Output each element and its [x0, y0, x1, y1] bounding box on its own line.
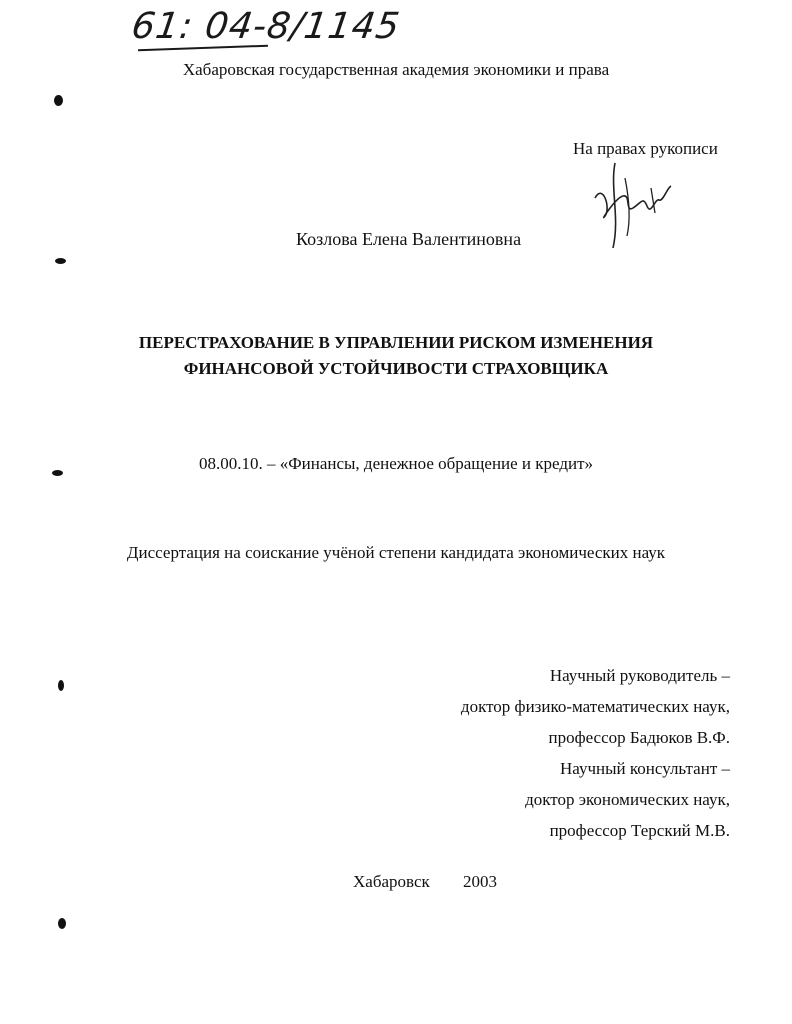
scan-mark: [52, 470, 63, 476]
degree-statement: Диссертация на соискание учёной степени кандидата экономических наук: [126, 543, 666, 562]
specialty-code: 08.00.10. – «Финансы, денежное обращение и кредит»: [198, 454, 594, 473]
scan-mark: [55, 258, 66, 264]
scan-mark: [58, 680, 64, 691]
consultant-degree: доктор экономических наук,: [525, 790, 730, 809]
manuscript-rights-note: На правах рукописи: [573, 139, 718, 158]
catalog-number-handwritten: 61: 04-8/1145: [129, 6, 403, 47]
author-name: Козлова Елена Валентиновна: [296, 229, 522, 249]
advisors-block: [461, 660, 730, 846]
scan-mark: [58, 918, 66, 929]
supervisor-degree: доктор физико-математических наук,: [460, 697, 730, 716]
dissertation-title-line-2: ФИНАНСОВОЙ УСТОЙЧИВОСТИ СТРАХОВЩИКА: [183, 359, 609, 378]
year: 2003: [463, 872, 497, 891]
supervisor-name: профессор Бадюков В.Ф.: [548, 728, 730, 747]
consultant-role: Научный консультант –: [560, 759, 730, 778]
author-signature: [585, 158, 685, 253]
scan-mark: [54, 95, 63, 106]
consultant-name: профессор Терский М.В.: [549, 821, 730, 840]
institution-name: Хабаровская государственная академия экономики и права: [182, 60, 610, 79]
city: Хабаровск: [353, 872, 430, 891]
supervisor-role: Научный руководитель –: [549, 666, 730, 685]
dissertation-title-line-1: ПЕРЕСТРАХОВАНИЕ В УПРАВЛЕНИИ РИСКОМ ИЗМЕНЕНИЯ: [138, 333, 654, 352]
